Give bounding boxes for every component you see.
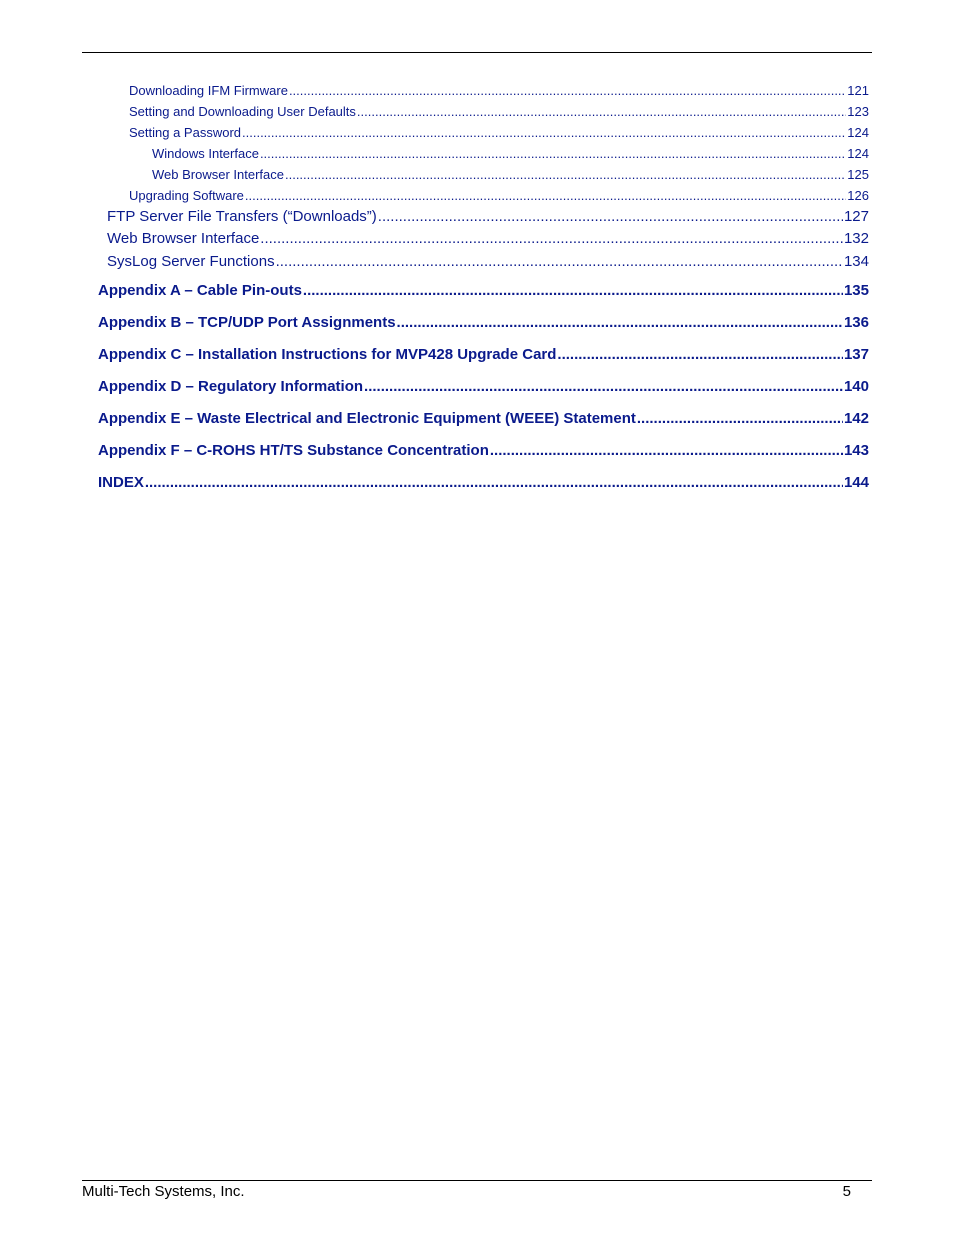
toc-entry-syslog-server-functions[interactable] [107,253,869,270]
footer-rule [82,1180,872,1181]
toc-entry-label: Appendix A – Cable Pin-outs [98,282,302,299]
toc-entry-label: Setting a Password [129,125,242,140]
toc-entry-page: 124 [847,125,869,140]
toc-entry-appendix-d[interactable] [98,378,869,395]
toc-leader-dots [357,104,846,119]
header-rule [82,52,872,53]
toc-entry-downloading-ifm-firmware[interactable] [129,83,869,98]
toc-entry-web-browser-interface[interactable] [107,230,869,247]
toc-entry-appendix-b[interactable] [98,314,869,331]
toc-entry-page: 143 [843,442,869,459]
toc-entry-page: 124 [847,146,869,161]
toc-leader-dots [242,125,846,140]
toc-entry-web-browser-interface-sub[interactable] [152,167,869,182]
toc-leader-dots [637,410,843,427]
toc-leader-dots [260,146,846,161]
toc-entry-label: Appendix C – Installation Instructions for MVP428 Upgrade Card [98,346,557,363]
toc-entry-appendix-a[interactable] [98,282,869,299]
toc-entry-setting-user-defaults[interactable] [129,104,869,119]
toc-entry-label: Windows Interface [152,146,259,161]
toc-leader-dots [260,230,843,247]
toc-entry-page: 137 [843,346,869,363]
toc-entry-label: Web Browser Interface [107,230,260,247]
toc-leader-dots [303,282,843,299]
toc-entry-label: Appendix B – TCP/UDP Port Assignments [98,314,396,331]
toc-leader-dots [378,208,843,225]
toc-leader-dots [245,188,846,203]
toc-leader-dots [285,167,846,182]
toc-entry-label: Appendix D – Regulatory Information [98,378,364,395]
toc-entry-page: 126 [847,188,869,203]
toc-entry-page: 127 [843,208,869,225]
toc-entry-ftp-server-file-transfers[interactable] [107,208,869,225]
toc-entry-appendix-f[interactable] [98,442,869,459]
toc-entry-page: 144 [843,474,869,491]
toc-leader-dots [145,474,843,491]
toc-entry-setting-a-password[interactable] [129,125,869,140]
toc-entry-appendix-e[interactable] [98,410,869,427]
toc-entry-label: Appendix F – C-ROHS HT/TS Substance Concentration [98,442,489,459]
toc-entry-label: Upgrading Software [129,188,244,203]
toc-entry-page: 125 [847,167,869,182]
toc-entry-page: 121 [847,83,869,98]
toc-entry-page: 140 [843,378,869,395]
toc-entry-label: FTP Server File Transfers (“Downloads”) [107,208,377,225]
toc-entry-label: Web Browser Interface [152,167,284,182]
toc-entry-windows-interface[interactable] [152,146,869,161]
toc-entry-page: 132 [843,230,869,247]
toc-entry-appendix-c[interactable] [98,346,869,363]
toc-leader-dots [490,442,843,459]
toc-entry-label: Setting and Downloading User Defaults [129,104,356,119]
toc-leader-dots [276,253,843,270]
toc-leader-dots [397,314,843,331]
toc-entry-label: Downloading IFM Firmware [129,83,288,98]
toc-entry-page: 135 [843,282,869,299]
toc-entry-index[interactable] [98,474,869,491]
toc-entry-label: Appendix E – Waste Electrical and Electronic Equipment (WEEE) Statement [98,410,636,427]
toc-entry-page: 136 [843,314,869,331]
toc-entry-page: 123 [847,104,869,119]
toc-leader-dots [364,378,843,395]
footer-company: Multi-Tech Systems, Inc. [82,1183,245,1200]
toc-entry-upgrading-software[interactable] [129,188,869,203]
toc-entry-label: SysLog Server Functions [107,253,275,270]
toc-entry-page: 142 [843,410,869,427]
footer-page-number: 5 [842,1183,851,1200]
toc-entry-page: 134 [843,253,869,270]
toc-leader-dots [289,83,846,98]
toc-leader-dots [557,346,843,363]
toc-entry-label: INDEX [98,474,144,491]
